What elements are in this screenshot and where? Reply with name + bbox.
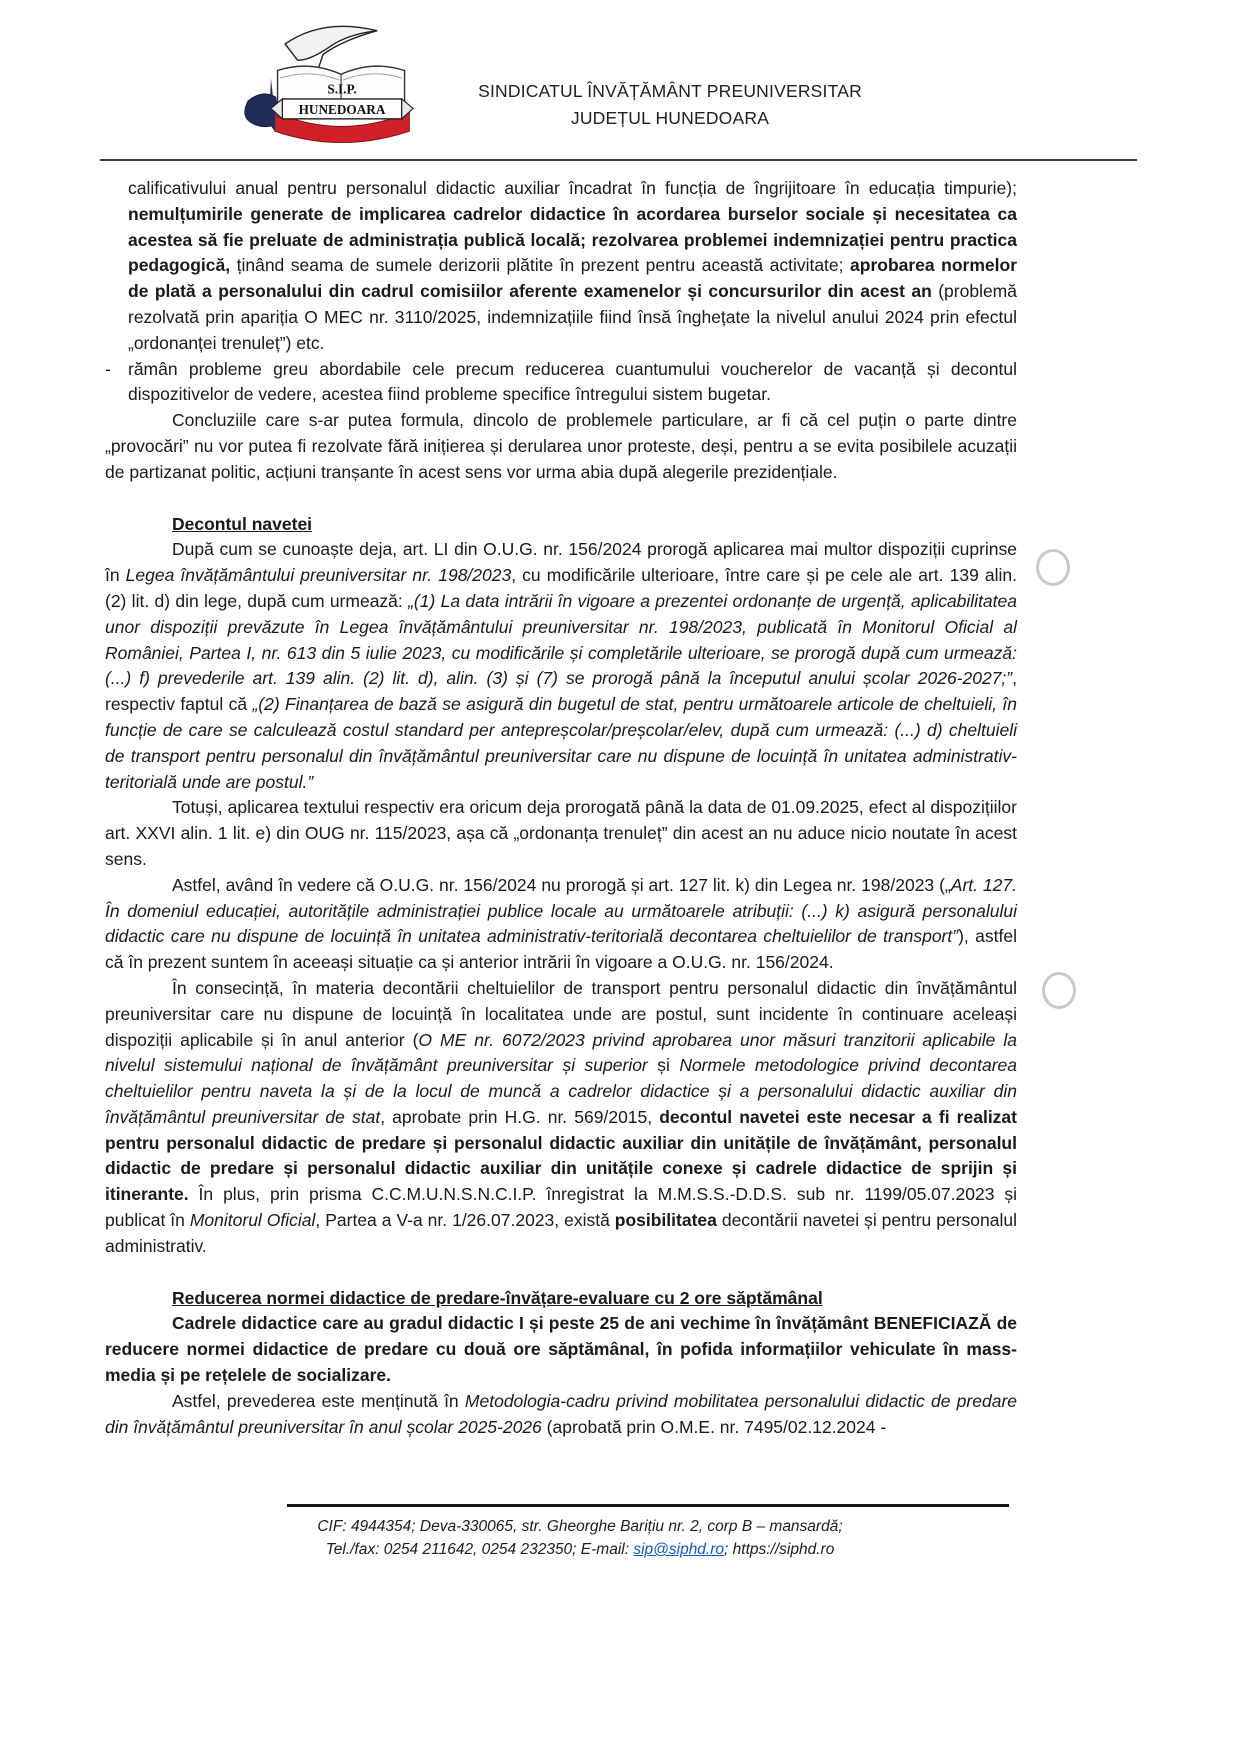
- paragraph-totusi: [105, 795, 1017, 872]
- scan-hole-punch-artifact: [1042, 972, 1076, 1009]
- section-heading-reducerea-normei: Reducerea normei didactice de predare-învățare-evaluare cu 2 ore săptămânal: [172, 1287, 823, 1308]
- email-link[interactable]: sip@siphd.ro: [633, 1541, 725, 1558]
- scan-hole-punch-artifact: [1036, 549, 1070, 586]
- paragraph-cadrele-didactice: [105, 1311, 1017, 1388]
- header-divider-rule: [100, 159, 1137, 161]
- section-heading-decontul-navetei: Decontul navetei: [172, 513, 313, 534]
- footer-contact-block: [220, 1515, 940, 1561]
- union-logo-graphic: [233, 24, 451, 154]
- bullet-dash: -: [105, 358, 111, 379]
- list-item-continuation: [105, 176, 1017, 357]
- organization-name-line2: JUDEȚUL HUNEDOARA: [570, 108, 770, 128]
- paragraph-in-consecinta: [105, 976, 1017, 1260]
- paragraph-text: calificativului anual pentru personalul didactic auxiliar încadrat în funcția de îngrijitoare în educația timpurie); nemulțumirile generate de implicarea cadrelor didactice în acordarea burselor sociale și necesitatea ca acestea să fie preluate de administrația publică locală; rezolvarea problemei indemnizației pentru practica pedagogică, ținând seama de sumele derizorii plătite în prezent pentru această activitate; aprobarea normelor de plată a personalului din cadrul comisiilor aferente examenelor și concursurilor din acest an (problemă rezolvată prin apariția O MEC nr. 3110/2025, indemnizațiile fiind însă înghețate la nivelul anului 2024 prin efectul „ordonanței trenuleț”) etc.: [128, 178, 1018, 353]
- logo-acronym-label: S.I.P.: [327, 81, 357, 97]
- paragraph-text: Cadrele didactice care au gradul didactic I și peste 25 de ani vechime în învățământ BENEFICIAZĂ de reducere normei didactice de predare cu două ore săptămânal, în pofida informațiilor vehiculate în mass-media și pe rețelele de socializare.: [105, 1313, 1017, 1386]
- footer-phone-text: Tel./fax: 0254 211642, 0254 232350; E-mail:: [325, 1541, 634, 1558]
- paragraph-text: Astfel, având în vedere că O.U.G. nr. 156/2024 nu prorogă și art. 127 lit. k) din Legea nr. 198/2023 („Art. 127. În domeniul educației, autoritățile administrației publice locale au următoarele atribuții: (...) k) asigură personalului didactic care nu dispune de locuință în unitatea administrativ-teritorială decontarea cheltuielilor de transport”), astfel că în prezent suntem în aceeași situație ca și anterior intrării în vigoare a O.U.G. nr. 156/2024.: [105, 874, 1017, 973]
- paragraph-text: În consecință, în materia decontării cheltuielilor de transport pentru personalul didactic din învățământul preuniversitar care nu dispune de locuință în localitatea unde are postul, sunt incidente în continuare aceleași dispoziții aplicabile și în anul anterior (O ME nr. 6072/2023 privind aprobarea unor măsuri tranzitorii aplicabile la nivelul sistemului național de învățământ preuniversitar și superior și Normele metodologice privind decontarea cheltuielilor pentru naveta la și de la locul de muncă a cadrelor didactice și a personalului didactic auxiliar din învățământul preuniversitar de stat, aprobate prin H.G. nr. 569/2015, decontul navetei este necesar a fi realizat pentru personalul didactic de predare și personalul didactic auxiliar din unitățile de învățământ, personalul didactic de predare și personalul didactic auxiliar din unitățile conexe și cadrele didactice de sprijin și itinerante. În plus, prin prisma C.C.M.U.N.S.N.C.I.P. înregistrat la M.M.S.S.-D.D.S. sub nr. 1199/05.07.2023 și publicat în Monitorul Oficial, Partea a V-a nr. 1/26.07.2023, există posibilitatea decontării navetei și pentru personalul administrativ.: [105, 977, 1017, 1256]
- paragraph-metodologia-cadru: [105, 1389, 1017, 1441]
- document-body: [105, 176, 1017, 1440]
- paragraph-text: Astfel, prevederea este menținută în Metodologia-cadru privind mobilitatea personalului didactic de predare din învățământul preuniversitar în anul școlar 2025-2026 (aprobată prin O.M.E. nr. 7495/02.12.2024 -: [105, 1390, 1018, 1437]
- paragraph-astfel-art-127: [105, 873, 1017, 976]
- paragraph-text: După cum se cunoaște deja, art. LI din O.U.G. nr. 156/2024 prorogă aplicarea mai multor dispoziții cuprinse în Legea învățământului preuniversitar nr. 198/2023, cu modificările ulterioare, între care și pe cele ale art. 139 alin. (2) lit. d) din lege, după cum urmează: „(1) La data intrării în vigoare a prezentei ordonanțe de urgență, aplicabilitatea unor dispoziții prevăzute în Legea învățământului preuniversitar nr. 198/2023, publicată în Monitorul Oficial al României, Partea I, nr. 613 din 5 iulie 2023, cu modificările și completările ulterioare, se prorogă după cum urmează: (...) f) prevederile art. 139 alin. (2) lit. d), alin. (3) și (7) se prorogă până la începutul anului școlar 2026-2027;”, respectiv faptul că „(2) Finanțarea de bază se asigură din bugetul de stat, pentru următoarele articole de cheltuieli, în funcție de care se calculează costul standard per antepreșcolar/preșcolar/elev, după cum urmează: (...) d) cheltuieli de transport pentru personalul din învățământul preuniversitar care nu dispune de locuință în unitatea administrativ-teritorială unde are postul.”: [105, 539, 1017, 792]
- paragraph-conclusions: [105, 408, 1017, 485]
- footer-contact-line: [220, 1538, 940, 1561]
- paragraph-oug-156: [105, 537, 1017, 795]
- list-item: [105, 357, 1017, 409]
- paragraph-text: rămân probleme greu abordabile cele precum reducerea cuantumului voucherelor de vacanță și decontul dispozitivelor de vedere, acestea fiind probleme specifice întregului sistem bugetar.: [128, 358, 1017, 405]
- footer-divider-rule: [287, 1504, 1009, 1507]
- paragraph-text: Totuși, aplicarea textului respectiv era oricum deja prorogată până la data de 01.09.2025, efect al dispozițiilor art. XXVI alin. 1 lit. e) din OUG nr. 115/2023, așa că „ordonanța trenuleț” din acest an nu aduce nicio noutate în acest sens.: [105, 797, 1017, 869]
- union-logo: [233, 24, 451, 154]
- paragraph-text: Concluziile care s-ar putea formula, dincolo de problemele particulare, ar fi că cel puțin o parte dintre „provocări” nu vor putea fi rezolvate fără inițierea și derularea unor proteste, deși, pentru a se evita posibilele acuzații de partizanat politic, acțiuni tranșante în acest sens vor urma abia după alegerile prezidențiale.: [105, 410, 1017, 482]
- organization-name-block: [455, 78, 885, 132]
- logo-county-label: HUNEDOARA: [298, 102, 386, 118]
- footer-address-line: CIF: 4944354; Deva-330065, str. Gheorghe Barițiu nr. 2, corp B – mansardă;: [317, 1518, 843, 1535]
- organization-name-line1: SINDICATUL ÎNVĂȚĂMÂNT PREUNIVERSITAR: [478, 81, 862, 101]
- footer-website-text: ; https://siphd.ro: [724, 1541, 835, 1558]
